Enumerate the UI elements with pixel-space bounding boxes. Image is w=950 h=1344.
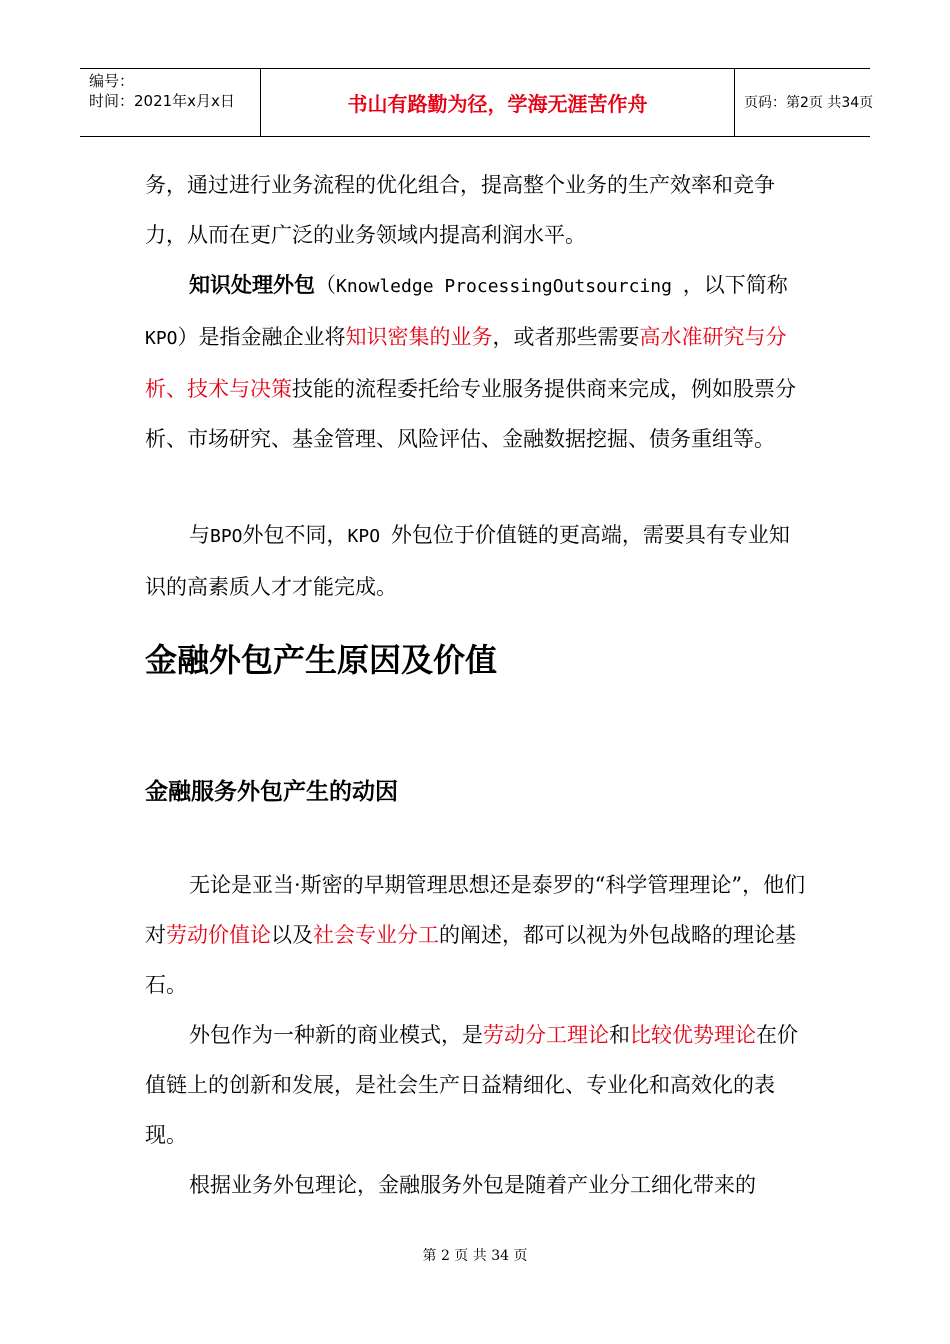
compare-text-1: 与 — [189, 523, 210, 547]
highlight-separator: 、 — [166, 377, 187, 401]
abbr-kpo: KPO — [145, 328, 178, 349]
header-motto-cell — [261, 69, 735, 136]
paragraph-kpo-text-1: ，以下简称 — [682, 273, 788, 297]
model-text-2: 和 — [609, 1023, 630, 1047]
page-footer: 第 2 页 共 34 页 — [422, 1248, 528, 1264]
paragraph-business-model — [145, 1010, 810, 1160]
header-page-info: 页码：第2页 共34页 — [744, 95, 874, 111]
theory-text-3: 的阐述，都可以视为外包战略的理论基石。 — [145, 923, 796, 997]
english-term: Knowledge ProcessingOutsourcing — [336, 276, 683, 297]
paragraph-kpo-definition — [145, 260, 810, 464]
paragraph-kpo-text-4: 技能的流程委托给专业服务提供商来完成，例如股票分析、市场研究、基金管理、风险评估、金融数据挖掘、债务重组等。 — [145, 377, 796, 451]
final-text: 根据业务外包理论，金融服务外包是随着产业分工细化带来的 — [189, 1173, 756, 1197]
paragraph-kpo-text-3: ，或者那些需要 — [492, 325, 640, 349]
highlight-labor-division-theory: 劳动分工理论 — [483, 1023, 609, 1047]
model-text-1: 外包作为一种新的商业模式，是 — [189, 1023, 483, 1047]
paragraph-kpo-text-2: ）是指金融企业将 — [177, 325, 346, 349]
highlight-division-of-labor: 社会专业分工 — [313, 923, 439, 947]
highlight-research-analysis: 高水准研究与分析 — [145, 325, 787, 401]
page-header — [80, 68, 874, 137]
highlight-comparative-advantage: 比较优势理论 — [630, 1023, 756, 1047]
section-heading-1: 金融外包产生原因及价值 — [145, 641, 498, 679]
paragraph-1 — [145, 160, 810, 260]
theory-text-2: 以及 — [271, 923, 313, 947]
highlight-tech-decision: 技术与决策 — [187, 377, 292, 401]
paren-open: （ — [315, 273, 336, 297]
abbr-kpo-2: KPO — [347, 526, 391, 547]
abbr-bpo: BPO — [210, 526, 243, 547]
compare-text-3: 外包位于价值链的更高端，需要具有专业知识的高素质人才才能完成。 — [145, 523, 790, 599]
highlight-labor-value: 劳动价值论 — [166, 923, 271, 947]
model-text-3: 在价值链上的创新和发展，是社会生产日益精细化、专业化和高效化的表现。 — [145, 1023, 798, 1147]
compare-text-2: 外包不同， — [242, 523, 348, 547]
paragraph-bpo-kpo-compare — [145, 510, 810, 612]
highlight-knowledge-intensive: 知识密集的业务 — [345, 325, 493, 349]
paragraph-1-text: 务，通过进行业务流程的优化组合，提高整个业务的生产效率和竞争力，从而在更广泛的业务领域内提高利润水平。 — [145, 173, 775, 247]
section-heading-2: 金融服务外包产生的动因 — [145, 779, 398, 805]
paragraph-final — [145, 1160, 810, 1210]
header-page-cell — [735, 69, 874, 136]
theory-text-1: 无论是亚当·斯密的早期管理思想还是泰罗的“科学管理理论”，他们对 — [145, 873, 806, 947]
term-kpo: 知识处理外包 — [189, 272, 315, 297]
document-time-label: 时间：2021年x月x日 — [89, 92, 235, 110]
header-meta-cell — [80, 69, 261, 136]
paragraph-theory-foundation — [145, 860, 810, 1010]
document-code-label: 编号： — [89, 72, 135, 90]
header-motto: 书山有路勤为径，学海无涯苦作舟 — [347, 92, 648, 116]
